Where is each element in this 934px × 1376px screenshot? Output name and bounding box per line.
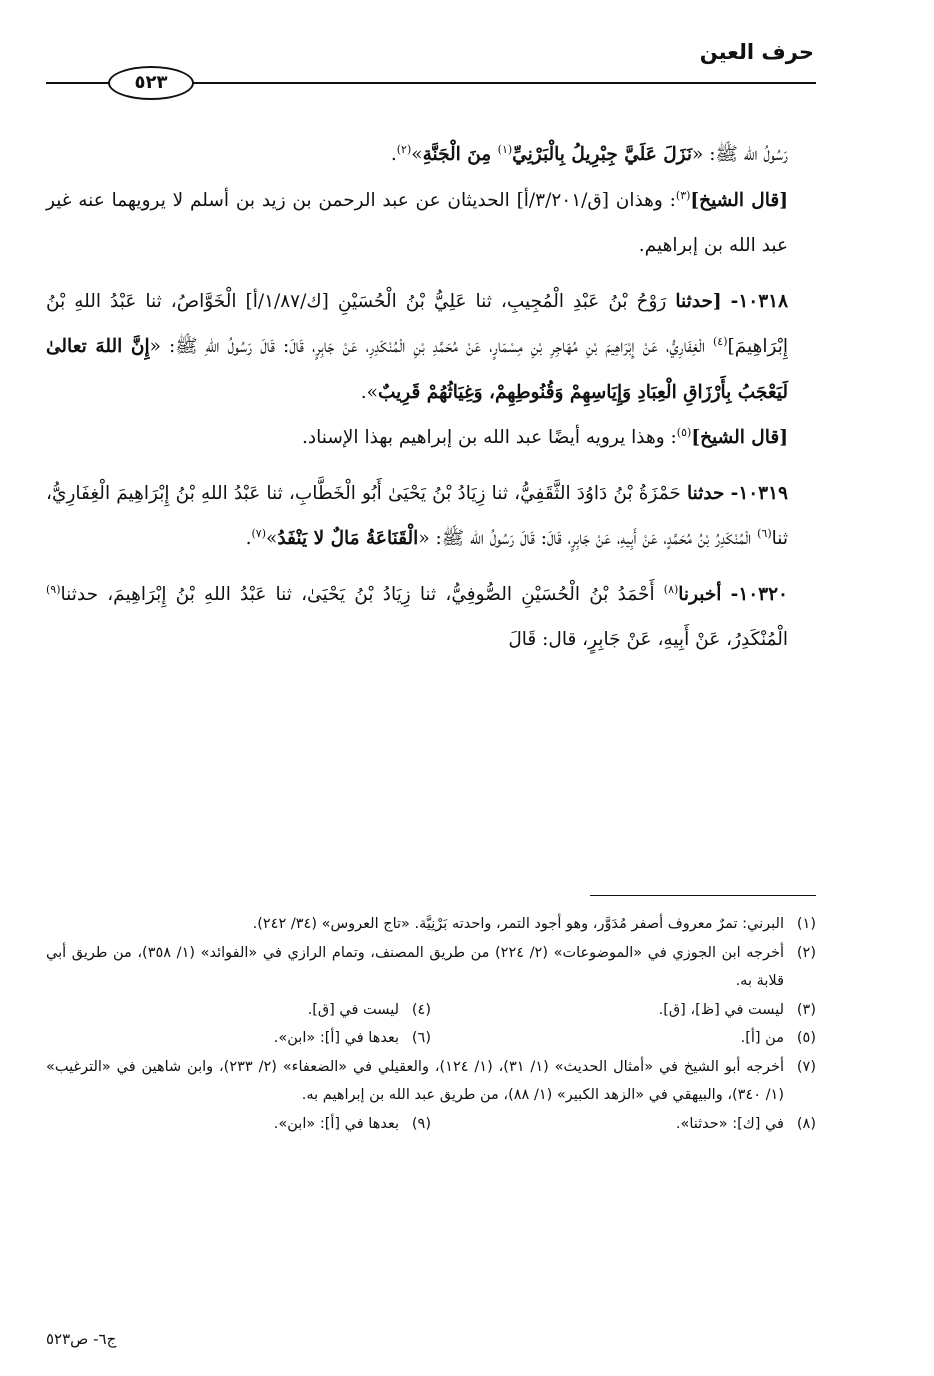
footnote-1: [46, 910, 816, 939]
sheikh-label: [قال الشيخ]: [690, 189, 788, 211]
footnote-row-8-9: [46, 1110, 816, 1139]
hadith-number: ١٠٣١٩-: [730, 482, 788, 504]
text-span: رَسُولُ الله ﷺ: «: [692, 144, 788, 165]
footnote-ref: (٩): [46, 582, 61, 596]
footnote-ref: (٧): [251, 526, 267, 540]
footnote-ref: (٦): [757, 526, 772, 540]
footnote-row-5-6: [46, 1024, 816, 1053]
text-span: .: [245, 528, 252, 549]
footnote-number: (٣): [796, 1001, 816, 1018]
spacer: [46, 461, 816, 471]
footnote-ref: (٨): [663, 582, 679, 596]
footnote-number: (٥): [796, 1030, 816, 1046]
volume-page-reference: ج٦- ص٥٢٣: [46, 1330, 117, 1348]
footnote-number: (١): [796, 916, 816, 932]
footnote-number: (٦): [411, 1030, 431, 1046]
footnote-text: ليست في [ق].: [307, 1001, 399, 1018]
footnote-9: [46, 1110, 431, 1139]
footnote-number: (٩): [411, 1115, 431, 1132]
footnote-number: (٢): [796, 944, 816, 961]
hadith-text: الْقَنَاعَةُ مَالٌ لا يَنْفَدُ: [277, 528, 419, 549]
spacer: [46, 562, 816, 572]
footnote-6: [46, 1024, 431, 1053]
footnote-2: [46, 939, 816, 996]
main-text: [46, 132, 816, 663]
paragraph-sheikh-comment-2: [46, 415, 816, 461]
footnote-number: (٨): [796, 1115, 816, 1132]
hadith-10320: [46, 572, 816, 663]
footnote-text: بعدها في [أ]: «ابن».: [273, 1115, 399, 1132]
text-span: »: [411, 144, 423, 165]
hadith-number: ١٠٣١٨-: [730, 290, 789, 312]
hadith-10318: [46, 279, 816, 416]
narration-keyword: أخبرنا: [678, 583, 722, 605]
comment-text: : وهذا يرويه أيضًا عبد الله بن إبراهيم بهذا الإسناد.: [302, 427, 677, 448]
paragraph-hadith-continuation: [46, 132, 816, 178]
footnote-number: (٧): [796, 1058, 816, 1075]
footnote-number: (٤): [411, 1001, 431, 1018]
hadith-text: نَزَلَ عَلَيَّ جِبْرِيلُ بِالْبَرْنِيِّ: [512, 144, 693, 165]
footnote-ref: (٣): [675, 188, 691, 202]
isnad-text: أَحْمَدُ بْنُ الْحُسَيْنِ الصُّوفِيُّ، ثنا زِيَادُ بْنُ يَحْيَىٰ، ثنا عَبْدُ اللهِ بْنُ إِبْرَاهِيمَ، حدثنا: [60, 583, 664, 605]
isnad-text: رَوْحُ بْنُ عَبْدِ الْمُجِيبِ، ثنا عَلِيُّ بْنُ الْحُسَيْنِ [ك/١/٨٧/أ] الْخَوَّاصُ، ثنا عَبْدُ اللهِ بْنُ إِبْرَاهِيمَ]: [46, 290, 788, 357]
footnote-8: [431, 1110, 816, 1139]
footnote-ref: (١): [497, 142, 513, 156]
hadith-text: إِنَّ اللهَ تعالىٰ لَيَعْجَبُ بِأَرْزَاقِ الْعِبَادِ وَإِيَاسِهِمْ وَقُنُوطِهِمْ، وَغِيَاثُهُمْ قَرِيبٌ: [46, 336, 788, 403]
isnad-text: حَمْزَةُ بْنُ دَاوُدَ الثَّقَفِيُّ، ثنا زِيَادُ بْنُ يَحْيَىٰ أَبُو الْخَطَّابِ، ثنا عَبْدُ اللهِ بْنُ إِبْرَاهِيمَ الْغِفَارِيُّ، ثنا: [46, 482, 788, 549]
footnote-5: [431, 1024, 816, 1053]
footnote-4: [46, 996, 431, 1025]
hadith-10319: [46, 471, 816, 562]
paragraph-sheikh-comment-1: [46, 178, 816, 269]
footnotes: [46, 910, 816, 1138]
footnote-text: بعدها في [أ]: «ابن».: [273, 1030, 399, 1046]
footnote-separator: [590, 895, 816, 896]
footnote-text: أخرجه ابن الجوزي في «الموضوعات» (٢/ ٢٢٤) من طريق المصنف، وتمام الرازي في «الفوائد» (١/ ٣٥٨)، من طريق أبي قلابة به.: [46, 944, 784, 989]
footnote-text: البرني: تمرٌ معروف أصفر مُدَوَّر، وهو أجود التمر، واحدته بَرْنِيَّة. «تاج العروس» (٣٤/ ٢٤٢).: [252, 916, 784, 932]
page-number-badge: ٥٢٣: [108, 66, 194, 100]
text-span: .: [390, 144, 397, 165]
footnote-ref: (٥): [676, 425, 692, 439]
footnote-ref: (٤): [712, 334, 728, 348]
spacer: [46, 269, 816, 279]
isnad-text: الْغِفَارِيُّ، عَنْ إِبْرَاهِيمَ بْنِ مُهَاجِرِ بْنِ مِسْمَارٍ، عَنْ مُحَمَّدِ بْنِ الْمُنْكَدِرِ، عَنْ جَابِرٍ، قَالَ: قَالَ رَسُولُ اللهِ ﷺ: «: [149, 336, 713, 357]
hadith-text: مِنَ الْجَنَّةِ: [422, 144, 498, 165]
comment-text: : وهذان [ق/٣/٢٠١/أ] الحديثان عن عبد الرحمن بن زيد بن أسلم لا يرويهما عنه غير عبد الله بن إبراهيم.: [46, 189, 788, 256]
narration-keyword: [حدثنا: [675, 290, 722, 312]
footnote-3: [431, 996, 816, 1025]
isnad-text: الْمُنْكَدِرُ، عَنْ أَبِيهِ، عَنْ جَابِرٍ، قال: قَالَ: [508, 629, 788, 650]
footnote-text: أخرجه أبو الشيخ في «أمثال الحديث» (١/ ٣١)، (١/ ١٢٤)، والعقيلي في «الضعفاء» (٢/ ٢٣٣)، وابن شاهين في «الترغيب» (١/ ٣٤٠)، والبيهقي في «الزهد الكبير» (١/ ٨٨)، من طريق عبد الله بن إبراهيم به.: [46, 1058, 784, 1103]
footnote-text: في [ك]: «حدثنا».: [675, 1115, 784, 1132]
footnote-7: [46, 1053, 816, 1110]
footnote-row-3-4: [46, 996, 816, 1025]
hadith-number: ١٠٣٢٠-: [730, 583, 788, 605]
text-span: »: [266, 528, 278, 549]
isnad-text: الْمُنْكَدِرُ بْنُ مُحَمَّدٍ، عَنْ أَبِيهِ، عَنْ جَابِرٍ، قَالَ: قَالَ رَسُولُ الله ﷺ: «: [418, 528, 758, 549]
footnote-ref: (٢): [396, 142, 412, 156]
chapter-title: حرف العين: [699, 40, 814, 64]
footnote-text: من [أ].: [740, 1030, 784, 1046]
sheikh-label: [قال الشيخ]: [691, 427, 788, 448]
footnote-text: ليست في [ظ]، [ق].: [658, 1001, 784, 1018]
text-span: ».: [360, 381, 378, 403]
narration-keyword: حدثنا: [686, 482, 725, 504]
